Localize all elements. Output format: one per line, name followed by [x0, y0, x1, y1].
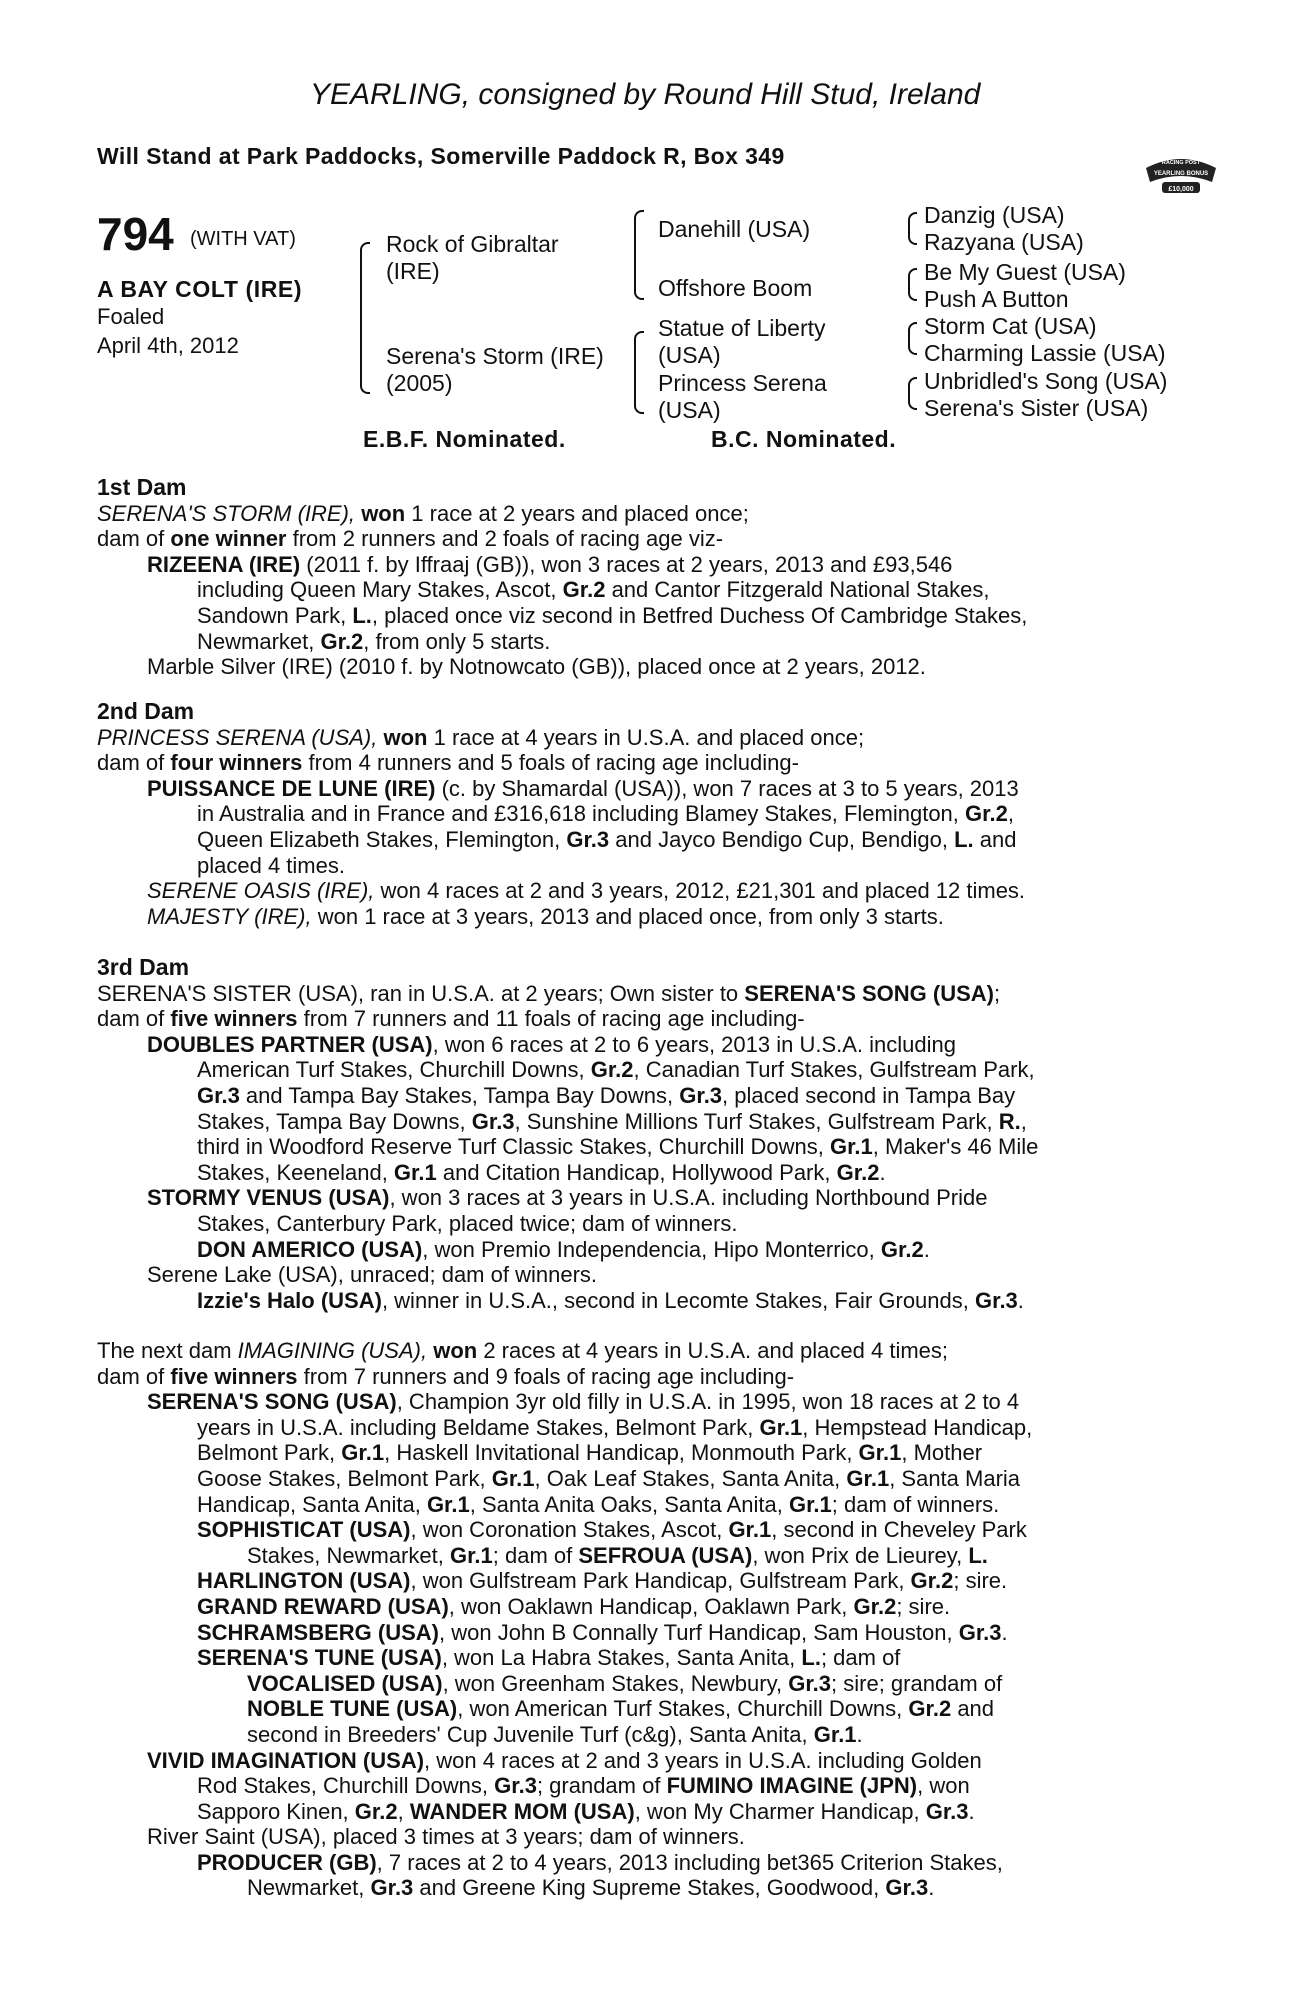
text-run: from 2 runners and 2 foals of racing age viz-	[286, 526, 724, 552]
second-dam-section	[97, 699, 1207, 929]
text-run: and	[951, 1696, 995, 1722]
text-run: , placed second in Tampa Bay	[722, 1082, 1016, 1108]
list-item-cont	[97, 1057, 1207, 1083]
text-run: Gr.3	[494, 1773, 537, 1799]
brace-dsd	[908, 335, 917, 355]
list-item-cont	[97, 629, 1207, 655]
text-run: won	[433, 1338, 478, 1363]
produce-summary	[97, 526, 1207, 552]
text-run: Gr.3	[788, 1670, 832, 1696]
brace-ddd	[908, 390, 917, 410]
text-run: SERENA'S STORM (IRE),	[97, 500, 356, 526]
text-run: Izzie's Halo (USA)	[197, 1287, 382, 1313]
text-run: IMAGINING (USA),	[237, 1338, 428, 1363]
lot-number: 794	[97, 208, 174, 260]
text-run: NOBLE TUNE (USA)	[247, 1696, 458, 1722]
text-run: , Sunshine Millions Turf Stakes, Gulfstream Park,	[514, 1108, 999, 1134]
brace-ssd	[908, 225, 917, 245]
text-run: , won Premio Independencia, Hipo Monterrico,	[422, 1236, 881, 1262]
text-run: from 4 runners and 5 foals of racing age including-	[302, 750, 799, 776]
text-run: VIVID IMAGINATION (USA)	[147, 1747, 425, 1773]
text-run: , won Prix de Lieurey,	[752, 1542, 969, 1568]
text-run: , Hempstead Handicap,	[802, 1414, 1033, 1440]
text-run: ; sire.	[896, 1593, 951, 1619]
text-run: ; dam of	[492, 1542, 579, 1568]
text-run: Gr.3	[370, 1875, 414, 1901]
list-item-cont	[97, 603, 1207, 629]
next-dam-section	[97, 1338, 1207, 1901]
sire-dam: Offshore Boom	[658, 275, 813, 301]
text-run: Gr.1	[426, 1491, 470, 1517]
text-run: Gr.2	[965, 801, 1008, 827]
sire	[386, 231, 559, 285]
badge-mid-text: YEARLING BONUS	[1153, 171, 1209, 177]
text-run: ; grandam of	[536, 1773, 667, 1799]
text-run: Gr.2	[590, 1057, 634, 1083]
text-run: from 7 runners and 9 foals of racing age including-	[297, 1363, 795, 1389]
text-run: Gr.2	[880, 1236, 924, 1262]
list-item: Marble Silver (IRE) (2010 f. by Notnowcato (GB)), placed once at 2 years, 2012.	[147, 654, 926, 680]
text-run: ,	[1020, 1108, 1027, 1134]
list-item-cont	[97, 1466, 1207, 1492]
text-run: Queen Elizabeth Stakes, Flemington,	[197, 826, 567, 852]
text-run: Gr.1	[393, 1159, 437, 1185]
text-run: , won 4 races at 2 and 3 years in U.S.A. including Golden	[424, 1747, 982, 1773]
text-run: , won 3 races at 3 years in U.S.A. including Northbound Pride	[389, 1185, 988, 1211]
text-run: DON AMERICO (USA)	[197, 1236, 423, 1262]
text-run: SOPHISTICAT (USA)	[197, 1517, 411, 1543]
text-run: L.	[954, 826, 974, 852]
list-item	[97, 1185, 1207, 1211]
text-run: L.	[352, 602, 372, 628]
text-run: Gr.3	[885, 1875, 929, 1901]
badge-amount: £10,000	[1168, 186, 1194, 193]
text-run: (2011 f. by Iffraaj (GB)), won 3 races at 2 years, 2013 and £93,546	[300, 551, 953, 577]
dam-line	[97, 725, 1207, 751]
dam-dam-line-1: Princess Serena	[658, 370, 827, 396]
third-dam-section	[97, 955, 1207, 1313]
text-run: , Santa Maria	[889, 1465, 1021, 1491]
list-item	[97, 1645, 1207, 1671]
ebf-nominated: E.B.F. Nominated.	[363, 426, 566, 452]
list-item-cont	[97, 1773, 1207, 1799]
text-run: , won La Habra Stakes, Santa Anita,	[441, 1645, 802, 1671]
list-item-cont	[97, 1492, 1207, 1518]
list-item-cont	[97, 1083, 1207, 1109]
pedigree-gen3-ds	[924, 313, 1166, 367]
text-run: GRAND REWARD (USA)	[197, 1593, 449, 1619]
text-run: , won My Charmer Handicap,	[634, 1798, 926, 1824]
text-run: and	[973, 826, 1017, 852]
text-run: SERENA'S SONG (USA)	[147, 1389, 397, 1415]
text-run: MAJESTY (IRE),	[147, 903, 312, 929]
yearling-bonus-badge	[1140, 148, 1222, 196]
foaled-info	[97, 302, 297, 360]
list-item	[97, 776, 1207, 802]
text-run: , won Greenham Stakes, Newbury,	[442, 1670, 789, 1696]
list-item-cont: placed 4 times.	[197, 852, 345, 878]
dam-line-2: (2005)	[386, 370, 453, 396]
text-run: .	[879, 1159, 886, 1185]
pedigree-gen3-ss	[924, 202, 1084, 256]
dam-line	[97, 981, 1207, 1007]
text-run: Gr.1	[449, 1542, 493, 1568]
text-run: FUMINO IMAGINE (JPN)	[666, 1773, 918, 1799]
dam	[386, 343, 604, 397]
brace-sd-bottom	[634, 260, 644, 300]
list-item-cont	[97, 1109, 1207, 1135]
text-run: .	[968, 1798, 975, 1824]
dam-dam	[658, 370, 827, 424]
text-run: and Citation Handicap, Hollywood Park,	[436, 1159, 837, 1185]
lot-description: A BAY COLT (IRE)	[97, 276, 303, 302]
list-item	[97, 878, 1207, 904]
list-item	[97, 1517, 1207, 1543]
gen3-dds: Unbridled's Song (USA)	[924, 368, 1168, 394]
stand-location: Will Stand at Park Paddocks, Somerville Paddock R, Box 349	[97, 143, 785, 169]
sire-line-1: Rock of Gibraltar	[386, 231, 559, 257]
text-run: and Greene King Supreme Stakes, Goodwood,	[413, 1875, 886, 1901]
text-run: PUISSANCE DE LUNE (IRE)	[147, 775, 436, 801]
dam-dam-line-2: (USA)	[658, 397, 721, 423]
list-item	[97, 1032, 1207, 1058]
text-run: .	[856, 1721, 863, 1747]
text-run: dam of	[97, 1363, 171, 1389]
brace-dd-bottom	[634, 367, 644, 414]
text-run: , Santa Anita Oaks, Santa Anita,	[469, 1491, 789, 1517]
brace-ds-top	[634, 331, 644, 369]
text-run: ; sire.	[953, 1568, 1008, 1594]
text-run: Gr.1	[829, 1134, 873, 1160]
gen3-sss: Danzig (USA)	[924, 202, 1065, 228]
text-run: , winner in U.S.A., second in Lecomte Stakes, Fair Grounds,	[381, 1287, 975, 1313]
text-run: Sandown Park,	[197, 602, 353, 628]
list-item-cont	[97, 1696, 1207, 1722]
text-run: ,	[1007, 801, 1014, 827]
list-item	[97, 1594, 1207, 1620]
list-item	[97, 1237, 1207, 1263]
text-run: Sapporo Kinen,	[197, 1798, 355, 1824]
produce-summary	[97, 750, 1207, 776]
vat-label: (WITH VAT)	[190, 228, 296, 250]
text-run: ; sire; grandam of	[831, 1670, 1003, 1696]
section-heading: 3rd Dam	[97, 954, 190, 980]
text-run: Stakes, Newmarket,	[247, 1542, 450, 1568]
list-item-cont	[97, 1671, 1207, 1697]
text-run: Gr.1	[846, 1465, 890, 1491]
list-item-cont	[97, 1875, 1207, 1901]
text-run: , won	[917, 1773, 970, 1799]
text-run: WANDER MOM (USA)	[409, 1798, 635, 1824]
text-run: SERENA'S TUNE (USA)	[197, 1645, 442, 1671]
text-run: ; dam of	[820, 1645, 901, 1671]
list-item	[97, 1850, 1207, 1876]
text-run: STORMY VENUS (USA)	[147, 1185, 390, 1211]
brace-dam-bottom	[360, 297, 370, 394]
text-run: Gr.2	[354, 1798, 398, 1824]
text-run: American Turf Stakes, Churchill Downs,	[197, 1057, 591, 1083]
gen3-dss: Storm Cat (USA)	[924, 313, 1097, 339]
dam-sire	[658, 315, 826, 369]
text-run: VOCALISED (USA)	[247, 1670, 443, 1696]
text-run: Gr.3	[566, 826, 610, 852]
text-run: Gr.3	[925, 1798, 969, 1824]
list-item-cont	[97, 1440, 1207, 1466]
text-run: Belmont Park,	[197, 1440, 342, 1466]
produce-summary	[97, 1364, 1207, 1390]
list-item-cont	[97, 827, 1207, 853]
text-run: Gr.2	[910, 1568, 954, 1594]
text-run: ,	[397, 1798, 410, 1824]
text-run: Gr.2	[836, 1159, 880, 1185]
text-run: , Mother	[901, 1440, 983, 1466]
text-run: , won Oaklawn Handicap, Oaklawn Park,	[448, 1593, 854, 1619]
bc-nominated: B.C. Nominated.	[711, 426, 897, 452]
text-run: , won 6 races at 2 to 6 years, 2013 in U.S.A. including	[432, 1031, 956, 1057]
text-run: Rod Stakes, Churchill Downs,	[197, 1773, 495, 1799]
text-run: five winners	[170, 1363, 298, 1389]
text-run: ;	[993, 980, 1001, 1006]
pedigree-gen3-sd	[924, 259, 1126, 313]
brace-ss-top	[634, 210, 644, 262]
text-run: , won Coronation Stakes, Ascot,	[410, 1517, 729, 1543]
text-run: , second in Cheveley Park	[771, 1517, 1027, 1543]
gen3-dsd: Charming Lassie (USA)	[924, 340, 1166, 366]
text-run: (c. by Shamardal (USA)), won 7 races at 3 to 5 years, 2013	[435, 775, 1019, 801]
text-run: dam of	[97, 750, 171, 776]
list-item	[97, 1748, 1207, 1774]
list-item	[97, 1389, 1207, 1415]
list-item-cont	[97, 1543, 1207, 1569]
text-run: Gr.3	[958, 1619, 1002, 1645]
brace-sire-top	[360, 242, 370, 299]
pedigree-gen3-dd	[924, 368, 1167, 422]
text-run: .	[923, 1236, 930, 1262]
sire-sire: Danehill (USA)	[658, 216, 811, 242]
text-run: Gr.1	[788, 1491, 832, 1517]
gen3-sdd: Push A Button	[924, 286, 1069, 312]
text-run: SCHRAMSBERG (USA)	[197, 1619, 439, 1645]
dam-sire-line-2: (USA)	[658, 342, 721, 368]
list-item: River Saint (USA), placed 3 times at 3 years; dam of winners.	[147, 1824, 745, 1850]
text-run: , Maker's 46 Mile	[872, 1134, 1039, 1160]
foaled-date: April 4th, 2012	[97, 333, 239, 358]
list-item	[97, 904, 1207, 930]
dam-line	[97, 501, 1207, 527]
text-run: Gr.1	[728, 1517, 772, 1543]
text-run: third in Woodford Reserve Turf Classic Stakes, Churchill Downs,	[197, 1134, 830, 1160]
text-run: SERENA'S SISTER (USA), ran in U.S.A. at 2 years; Own sister to	[97, 980, 745, 1006]
text-run: won 4 races at 2 and 3 years, 2012, £21,301 and placed 12 times.	[374, 878, 1026, 904]
text-run: and Cantor Fitzgerald National Stakes,	[605, 577, 990, 603]
text-run: Gr.1	[759, 1414, 803, 1440]
text-run: four winners	[170, 750, 303, 776]
section-heading: 1st Dam	[97, 474, 187, 500]
sire-line-2: (IRE)	[386, 258, 440, 284]
text-run: Gr.3	[471, 1108, 515, 1134]
text-run: 1 race at 2 years and placed once;	[405, 500, 749, 526]
text-run: , won American Turf Stakes, Churchill Downs,	[457, 1696, 909, 1722]
text-run: , won John B Connally Turf Handicap, Sam Houston,	[439, 1619, 959, 1645]
text-run: , Oak Leaf Stakes, Santa Anita,	[534, 1465, 847, 1491]
text-run: ; dam of winners.	[831, 1491, 1000, 1517]
text-run: Gr.1	[813, 1721, 857, 1747]
text-run: , won Gulfstream Park Handicap, Gulfstream Park,	[410, 1568, 911, 1594]
text-run: 2 races at 4 years in U.S.A. and placed 4 times;	[477, 1338, 949, 1363]
list-item-cont	[97, 1415, 1207, 1441]
text-run: Gr.2	[908, 1696, 952, 1722]
text-run: Gr.3	[679, 1082, 723, 1108]
text-run: SERENA'S SONG (USA)	[744, 980, 994, 1006]
list-item-cont	[97, 1722, 1207, 1748]
text-run: and Tampa Bay Stakes, Tampa Bay Downs,	[239, 1082, 680, 1108]
list-item-cont	[97, 1799, 1207, 1825]
text-run: , Champion 3yr old filly in U.S.A. in 1995, won 18 races at 2 to 4	[396, 1389, 1020, 1415]
text-run: L.	[801, 1645, 821, 1671]
dam-line-1: Serena's Storm (IRE)	[386, 343, 604, 369]
text-run: L.	[968, 1542, 988, 1568]
text-run: Gr.1	[858, 1440, 902, 1466]
badge-top-text: RACING POST	[1161, 160, 1201, 166]
list-item	[97, 1620, 1207, 1646]
gen3-ddd: Serena's Sister (USA)	[924, 395, 1149, 421]
text-run: dam of	[97, 1006, 171, 1032]
text-run: R.	[998, 1108, 1021, 1134]
list-item-cont	[97, 1134, 1207, 1160]
text-run: The next dam	[97, 1338, 238, 1363]
text-run: 1 race at 4 years in U.S.A. and placed once;	[427, 724, 865, 750]
text-run: Gr.2	[853, 1593, 897, 1619]
text-run: one winner	[170, 526, 287, 552]
section-heading: 2nd Dam	[97, 698, 195, 724]
list-item	[97, 552, 1207, 578]
text-run: second in Breeders' Cup Juvenile Turf (c&g), Santa Anita,	[247, 1721, 814, 1747]
page-title: YEARLING, consigned by Round Hill Stud, Ireland	[310, 78, 981, 111]
list-item-cont	[97, 577, 1207, 603]
foaled-label: Foaled	[97, 304, 165, 329]
text-run: , placed once viz second in Betfred Duchess Of Cambridge Stakes,	[371, 602, 1028, 628]
text-run: including Queen Mary Stakes, Ascot,	[197, 577, 563, 603]
list-item: Serene Lake (USA), unraced; dam of winners.	[147, 1262, 598, 1288]
text-run: Handicap, Santa Anita,	[197, 1491, 427, 1517]
list-item-cont: Stakes, Canterbury Park, placed twice; dam of winners.	[197, 1210, 738, 1236]
text-run: , 7 races at 2 to 4 years, 2013 including bet365 Criterion Stakes,	[376, 1849, 1003, 1875]
text-run: .	[928, 1875, 935, 1901]
text-run: Stakes, Tampa Bay Downs,	[197, 1108, 472, 1134]
text-run: Newmarket,	[197, 628, 321, 654]
text-run: Gr.3	[974, 1287, 1018, 1313]
text-run: Newmarket,	[247, 1875, 371, 1901]
brace-sdd	[908, 281, 917, 301]
text-run: , from only 5 starts.	[363, 628, 551, 654]
list-item	[97, 1568, 1207, 1594]
text-run: SERENE OASIS (IRE),	[147, 878, 375, 904]
text-run: , Canadian Turf Stakes, Gulfstream Park,	[633, 1057, 1035, 1083]
text-run: PRINCESS SERENA (USA),	[97, 724, 378, 750]
text-run: Gr.2	[320, 628, 364, 654]
text-run: .	[1001, 1619, 1008, 1645]
list-item-cont	[97, 801, 1207, 827]
gen3-ssd: Razyana (USA)	[924, 229, 1084, 255]
text-run: , Haskell Invitational Handicap, Monmouth Park,	[384, 1440, 859, 1466]
text-run: Gr.3	[197, 1082, 240, 1108]
text-run: Stakes, Keeneland,	[197, 1159, 394, 1185]
text-run: Gr.1	[491, 1465, 535, 1491]
produce-summary	[97, 1006, 1207, 1032]
text-run: five winners	[170, 1006, 298, 1032]
text-run: .	[1017, 1287, 1024, 1313]
text-run: in Australia and in France and £316,618 including Blamey Stakes, Flemington,	[197, 801, 966, 827]
text-run: HARLINGTON (USA)	[197, 1568, 411, 1594]
dam-line	[97, 1338, 1207, 1364]
text-run: RIZEENA (IRE)	[147, 551, 301, 577]
list-item	[97, 1288, 1207, 1314]
text-run: won	[383, 724, 428, 750]
dam-sire-line-1: Statue of Liberty	[658, 315, 826, 341]
text-run: and Jayco Bendigo Cup, Bendigo,	[609, 826, 955, 852]
gen3-sds: Be My Guest (USA)	[924, 259, 1126, 285]
text-run: dam of	[97, 526, 171, 552]
text-run: won 1 race at 3 years, 2013 and placed once, from only 3 starts.	[311, 903, 944, 929]
text-run: years in U.S.A. including Beldame Stakes, Belmont Park,	[197, 1414, 760, 1440]
text-run: SEFROUA (USA)	[578, 1542, 753, 1568]
list-item-cont	[97, 1160, 1207, 1186]
text-run: won	[361, 500, 406, 526]
text-run: DOUBLES PARTNER (USA)	[147, 1031, 433, 1057]
text-run: Gr.2	[562, 577, 606, 603]
text-run: Goose Stakes, Belmont Park,	[197, 1465, 492, 1491]
first-dam-section	[97, 475, 1207, 680]
text-run: Gr.1	[341, 1440, 385, 1466]
text-run: from 7 runners and 11 foals of racing age including-	[297, 1006, 805, 1032]
text-run: PRODUCER (GB)	[197, 1849, 377, 1875]
